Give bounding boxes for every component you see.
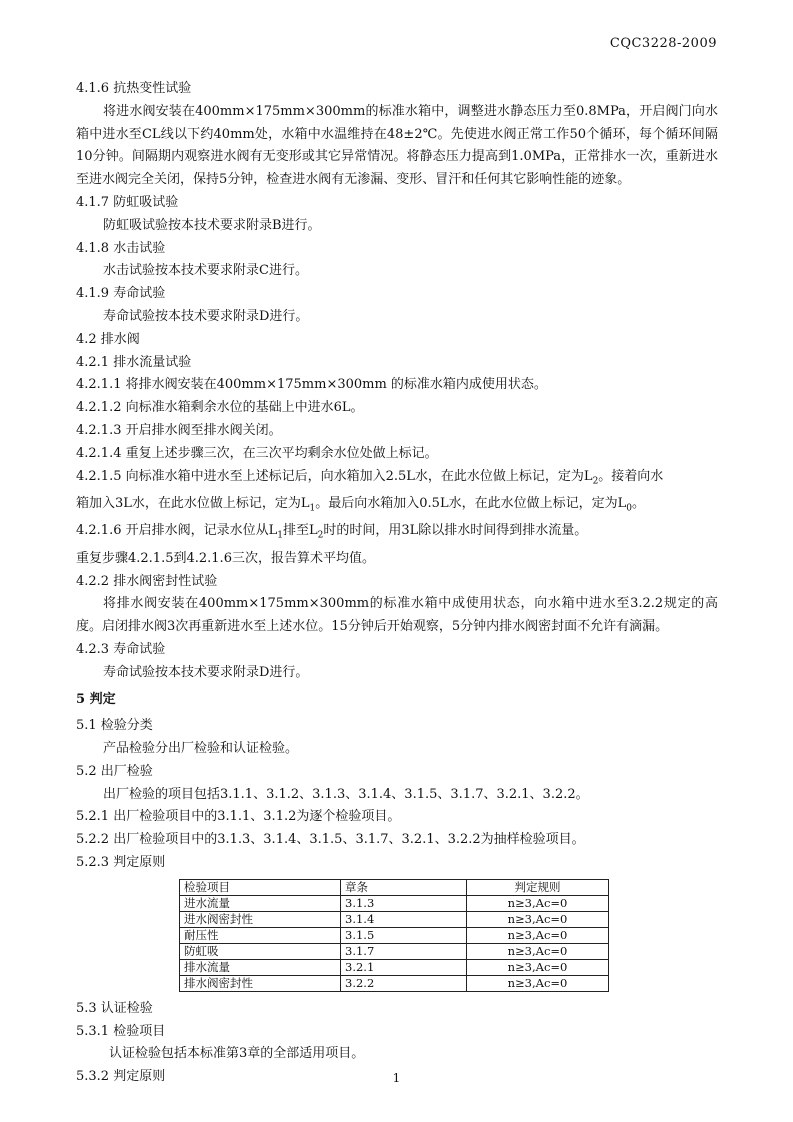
- document-body: [76, 78, 718, 1089]
- section-5-2-title: 5.2 出厂检验: [76, 763, 153, 779]
- table-row: [180, 911, 609, 927]
- table-cell: n≥3,Ac=0: [467, 911, 609, 927]
- table-cell: 3.2.2: [341, 975, 467, 991]
- section-4-1-8-title: 4.1.8 水击试验: [76, 240, 166, 256]
- section-5-2-3-title: 5.2.3 判定原则: [76, 855, 166, 871]
- section-4-2-3-text: 寿命试验按本技术要求附录D进行。: [103, 664, 309, 680]
- repeat-steps-note: 重复步骤4.2.1.5到4.2.1.6三次，报告算术平均值。: [76, 550, 375, 566]
- table-row: [180, 959, 609, 975]
- chapter-5-title: 5 判定: [76, 691, 116, 707]
- section-5-2-1: 5.2.1 出厂检验项目中的3.1.1、3.1.2为逐个检验项目。: [76, 809, 401, 825]
- section-5-3-1-title: 5.3.1 检验项目: [76, 1023, 166, 1039]
- section-5-1-title: 5.1 检验分类: [76, 718, 153, 734]
- judgment-rules-table: [179, 879, 609, 992]
- table-row: [180, 975, 609, 991]
- table-cell: n≥3,Ac=0: [467, 959, 609, 975]
- table-cell: 进水阀密封性: [180, 911, 341, 927]
- table-header-cell: 检验项目: [180, 879, 341, 895]
- table-cell: 3.1.3: [341, 895, 467, 911]
- step-4-2-1-2: 4.2.1.2 向标准水箱剩余水位的基础上中进水6L。: [76, 400, 364, 416]
- section-5-3-title: 5.3 认证检验: [76, 1000, 153, 1016]
- step-4-2-1-1: 4.2.1.1 将排水阀安装在400mm×175mm×300mm 的标准水箱内成使用状态。: [76, 377, 547, 393]
- step-4-2-1-5-line-2: 箱加入3L水，在此水位做上标记，定为$L_1$。最后向水箱加入0.5L水，在此水位做上标记，定为$L_0$。: [76, 495, 645, 514]
- table-header-cell: 章条: [341, 879, 467, 895]
- table-cell: 耐压性: [180, 927, 341, 943]
- section-4-1-7-text: 防虹吸试验按本技术要求附录B进行。: [103, 217, 321, 233]
- table-cell: n≥3,Ac=0: [467, 943, 609, 959]
- section-4-1-9-text: 寿命试验按本技术要求附录D进行。: [103, 308, 309, 324]
- section-4-2-2-paragraph: 将排水阀安装在400mm×175mm×300mm的标准水箱中成使用状态，向水箱中进水至3.2.2规定的高度。启闭排水阀3次再重新进水至上述水位。15分钟后开始观察，5分钟内排水阀密封面不允许有滴漏。: [76, 596, 718, 635]
- section-4-1-9-title: 4.1.9 寿命试验: [76, 286, 166, 302]
- table-cell: 进水流量: [180, 895, 341, 911]
- table-cell: 防虹吸: [180, 943, 341, 959]
- section-5-3-2-title: 5.3.2 判定原则: [76, 1069, 166, 1085]
- section-4-2-2-title: 4.2.2 排水阀密封性试验: [76, 573, 218, 589]
- step-4-2-1-5-line-1: 4.2.1.5 向标准水箱中进水至上述标记后，向水箱加入2.5L水，在此水位做上标记，定为$L_2$。接着向水: [76, 468, 664, 487]
- table-row: [180, 895, 609, 911]
- section-4-1-6-title: 4.1.6 抗热变性试验: [76, 81, 192, 96]
- section-5-1-text: 产品检验分出厂检验和认证检验。: [103, 741, 299, 757]
- table-row: [180, 927, 609, 943]
- table-cell: 3.1.5: [341, 927, 467, 943]
- table-cell: n≥3,Ac=0: [467, 895, 609, 911]
- step-4-2-1-6: 4.2.1.6 开启排水阀，记录水位从$L_1$排至$L_2$时的时间，用3L除以排水时间得到排水流量。: [76, 523, 588, 541]
- table-cell: 3.1.7: [341, 943, 467, 959]
- table-cell: n≥3,Ac=0: [467, 927, 609, 943]
- step-4-2-1-4: 4.2.1.4 重复上述步骤三次，在三次平均剩余水位处做上标记。: [76, 445, 438, 461]
- section-5-2-2: 5.2.2 出厂检验项目中的3.1.3、3.1.4、3.1.5、3.1.7、3.2.1、3.2.2为抽样检验项目。: [76, 832, 585, 848]
- table-cell: 3.1.4: [341, 911, 467, 927]
- table-cell: 排水阀密封性: [180, 975, 341, 991]
- table-header-row: [180, 879, 609, 895]
- table-cell: 3.2.1: [341, 959, 467, 975]
- section-5-3-1-text: 认证检验包括本标准第3章的全部适用项目。: [109, 1046, 365, 1062]
- section-5-2-text: 出厂检验的项目包括3.1.1、3.1.2、3.1.3、3.1.4、3.1.5、3.1.7、3.2.1、3.2.2。: [103, 786, 589, 802]
- section-4-1-6-paragraph: 将进水阀安装在400mm×175mm×300mm的标准水箱中，调整进水静态压力至0.8MPa，开启阀门向水箱中进水至CL线以下约40mm处，水箱中水温维持在48±2℃。先使进水阀正常工作50个循环，每个循环间隔10分钟。间隔期内观察进水阀有无变形或其它异常情况。将静态压力提高到1.0MPa，正常排水一次，重新进水至进水阀完全关闭，保持5分钟，检查进水阀有无渗漏、变形、冒汗和任何其它影响性能的迹象。: [76, 103, 718, 188]
- page-number: 1: [392, 1071, 401, 1085]
- table-cell: n≥3,Ac=0: [467, 975, 609, 991]
- section-4-1-8-text: 水击试验按本技术要求附录C进行。: [103, 263, 308, 279]
- table-cell: 排水流量: [180, 959, 341, 975]
- section-4-2-3-title: 4.2.3 寿命试验: [76, 641, 166, 657]
- table-header-cell: 判定规则: [467, 879, 609, 895]
- section-4-2-1-title: 4.2.1 排水流量试验: [76, 354, 192, 370]
- section-4-1-7-title: 4.1.7 防虹吸试验: [76, 194, 179, 210]
- step-4-2-1-3: 4.2.1.3 开启排水阀至排水阀关闭。: [76, 422, 282, 438]
- document-code: CQC3228-2009: [609, 36, 717, 51]
- section-4-2-title: 4.2 排水阀: [76, 331, 140, 347]
- table-row: [180, 943, 609, 959]
